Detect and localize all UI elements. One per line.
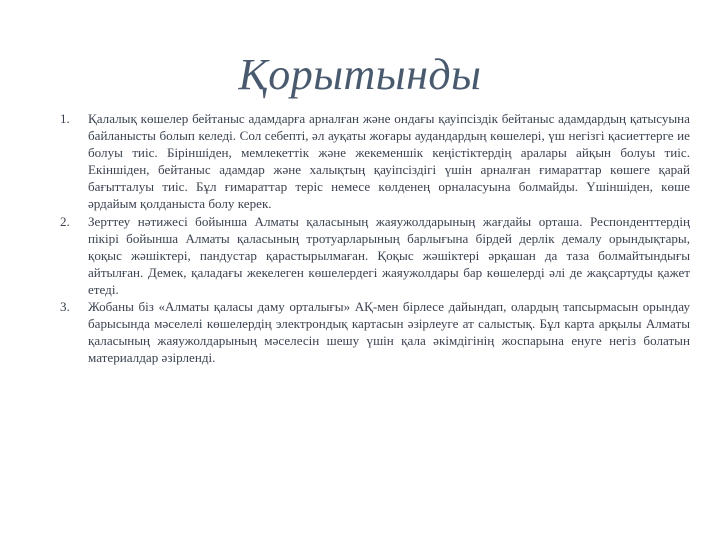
list-item [58, 298, 690, 366]
list-item-text: Жобаны біз «Алматы қаласы даму орталығы» АҚ-мен бірлесе дайындап, олардың тапсырмасын орындау барысында мәселелі көшелердің электрондық картасын әзірлеуге ат салыстық. Бұл карта арқылы Алматы қаласының жаяужолдарының мәселесін шешу үшін қала әкімдігінің жоспарына енуге негіз болатын материалдар әзірленді. [88, 299, 690, 366]
list-item-number: 1. [60, 111, 70, 126]
list-item-number: 2. [60, 213, 70, 229]
list-item-number: 3. [60, 299, 70, 315]
list-item-text: Зерттеу нәтижесі бойынша Алматы қаласының жаяужолдарының жағдайы орташа. Респонденттердің пікірі бойынша Алматы қаласының тротуарларының барлығына бірдей дерлік демалу орындықтары, қоқыс жәшіктері, пандустар қарастырылмаған. Қоқыс жәшіктері әрқашан да таза болмайтындығы айтылған. Демек, қаладағы жекелеген көшелердегі жаяужолдары бар көшелерді әлі де жақсартуды қажет етеді. [88, 213, 690, 297]
list-item [58, 213, 690, 298]
conclusion-list [58, 110, 690, 366]
list-item [58, 110, 690, 213]
slide-title: Қорытынды [238, 50, 482, 99]
list-item-text: Қалалық көшелер бейтаныс адамдарға арналған және ондағы қауіпсіздік бейтаныс адамдардың қатысуына байланысты болып келеді. Сол себепті, әл ауқаты жоғары аудандардың көшелері, үш негізгі қасиеттерге ие болуы тиіс. Біріншіден, мемлекеттік және жекеменшік кеңістіктердің аралары айқын болуы тиіс. Екіншіден, бейтаныс адамдар және халықтың қауіпсіздігі үшін арналған ғимараттар көшеге қарай бағытталуы тиіс. Бұл ғимараттар теріс немесе көлденең орналасуына болмайды. Үшіншіден, көше әрдайым қолданыста болу керек. [88, 111, 690, 212]
